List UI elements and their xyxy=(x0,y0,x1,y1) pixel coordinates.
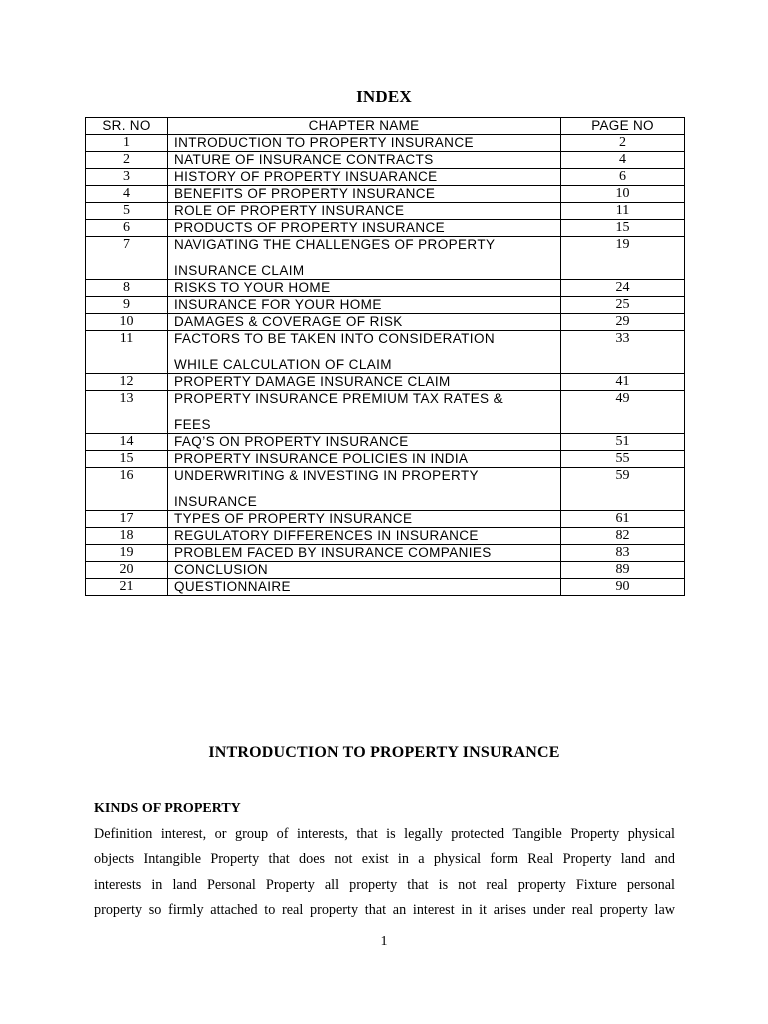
page-no-cell: 61 xyxy=(561,511,685,528)
page-no-cell: 11 xyxy=(561,203,685,220)
sr-no-cell: 5 xyxy=(86,203,168,220)
chapter-name-cell xyxy=(168,331,561,374)
chapter-name-cell xyxy=(168,562,561,579)
table-row xyxy=(86,545,685,562)
sr-no-cell: 18 xyxy=(86,528,168,545)
page-no-cell: 15 xyxy=(561,220,685,237)
table-row xyxy=(86,434,685,451)
page-no-cell: 10 xyxy=(561,186,685,203)
sr-no-cell: 16 xyxy=(86,468,168,511)
page-no-cell: 90 xyxy=(561,579,685,596)
chapter-name-cell xyxy=(168,237,561,280)
chapter-name-cell xyxy=(168,434,561,451)
table-row xyxy=(86,391,685,434)
table-header-row xyxy=(86,118,685,135)
chapter-name-cell xyxy=(168,135,561,152)
page-no-cell: 4 xyxy=(561,152,685,169)
chapter-name-line: INSURANCE xyxy=(174,494,258,509)
page-no-cell: 25 xyxy=(561,297,685,314)
table-row xyxy=(86,169,685,186)
table-row xyxy=(86,220,685,237)
chapter-name-line: CONCLUSION xyxy=(174,562,269,577)
table-row xyxy=(86,374,685,391)
table-row xyxy=(86,468,685,511)
chapter-name-line: HISTORY OF PROPERTY INSUARANCE xyxy=(174,169,438,184)
chapter-name-cell xyxy=(168,152,561,169)
table-row xyxy=(86,562,685,579)
sr-no-cell: 4 xyxy=(86,186,168,203)
page-no-cell: 29 xyxy=(561,314,685,331)
chapter-name-cell xyxy=(168,280,561,297)
chapter-name-line: INSURANCE CLAIM xyxy=(174,263,305,278)
chapter-name-line: QUESTIONNAIRE xyxy=(174,579,291,594)
sr-no-cell: 7 xyxy=(86,237,168,280)
page-no-cell: 24 xyxy=(561,280,685,297)
table-row xyxy=(86,331,685,374)
chapter-name-line: TYPES OF PROPERTY INSURANCE xyxy=(174,511,413,526)
page-no-cell: 2 xyxy=(561,135,685,152)
page-no-cell: 49 xyxy=(561,391,685,434)
chapter-name-cell xyxy=(168,528,561,545)
sr-no-cell: 1 xyxy=(86,135,168,152)
page-no-cell: 6 xyxy=(561,169,685,186)
sr-no-cell: 3 xyxy=(86,169,168,186)
chapter-name-line: ROLE OF PROPERTY INSURANCE xyxy=(174,203,405,218)
body-line: property so firmly attached to real property that an interest in it arises under real property law xyxy=(94,901,675,918)
chapter-name-cell xyxy=(168,511,561,528)
chapter-name-line: INTRODUCTION TO PROPERTY INSURANCE xyxy=(174,135,474,150)
page-no-cell: 51 xyxy=(561,434,685,451)
header-sr-no: SR. NO xyxy=(86,118,168,135)
page-no-cell: 83 xyxy=(561,545,685,562)
chapter-name-line: REGULATORY DIFFERENCES IN INSURANCE xyxy=(174,528,479,543)
table-row xyxy=(86,203,685,220)
sr-no-cell: 10 xyxy=(86,314,168,331)
body-line: objects Intangible Property that does not exist in a physical form Real Property land and xyxy=(94,851,675,868)
table-row xyxy=(86,579,685,596)
sr-no-cell: 21 xyxy=(86,579,168,596)
chapter-name-line: UNDERWRITING & INVESTING IN PROPERTY xyxy=(174,468,479,483)
chapter-name-cell xyxy=(168,545,561,562)
chapter-name-line: RISKS TO YOUR HOME xyxy=(174,280,331,295)
body-paragraph xyxy=(94,822,675,923)
page-no-cell: 19 xyxy=(561,237,685,280)
header-chapter-name: CHAPTER NAME xyxy=(168,118,561,135)
table-row xyxy=(86,135,685,152)
sr-no-cell: 8 xyxy=(86,280,168,297)
header-page-no: PAGE NO xyxy=(561,118,685,135)
sr-no-cell: 13 xyxy=(86,391,168,434)
table-row xyxy=(86,314,685,331)
chapter-name-line: NAVIGATING THE CHALLENGES OF PROPERTY xyxy=(174,237,496,252)
table-row xyxy=(86,297,685,314)
chapter-name-cell xyxy=(168,297,561,314)
sr-no-cell: 6 xyxy=(86,220,168,237)
page-no-cell: 89 xyxy=(561,562,685,579)
chapter-name-line: DAMAGES & COVERAGE OF RISK xyxy=(174,314,403,329)
chapter-name-cell xyxy=(168,451,561,468)
sr-no-cell: 20 xyxy=(86,562,168,579)
chapter-name-line: INSURANCE FOR YOUR HOME xyxy=(174,297,382,312)
table-row xyxy=(86,186,685,203)
page-no-cell: 59 xyxy=(561,468,685,511)
index-table-body xyxy=(86,135,685,596)
chapter-name-line: BENEFITS OF PROPERTY INSURANCE xyxy=(174,186,436,201)
chapter-name-cell xyxy=(168,468,561,511)
chapter-name-cell xyxy=(168,220,561,237)
sr-no-cell: 15 xyxy=(86,451,168,468)
index-table xyxy=(85,117,685,596)
chapter-name-cell xyxy=(168,203,561,220)
sr-no-cell: 14 xyxy=(86,434,168,451)
section-title: INTRODUCTION TO PROPERTY INSURANCE xyxy=(208,744,560,761)
sr-no-cell: 12 xyxy=(86,374,168,391)
body-line: interests in land Personal Property all property that is not real property Fixture personal xyxy=(94,876,675,893)
chapter-name-cell xyxy=(168,169,561,186)
chapter-name-line: PROPERTY INSURANCE POLICIES IN INDIA xyxy=(174,451,469,466)
chapter-name-cell xyxy=(168,391,561,434)
sr-no-cell: 17 xyxy=(86,511,168,528)
chapter-name-line: WHILE CALCULATION OF CLAIM xyxy=(174,357,392,372)
chapter-name-cell xyxy=(168,186,561,203)
table-row xyxy=(86,280,685,297)
index-title: INDEX xyxy=(356,87,412,106)
table-row xyxy=(86,511,685,528)
page-no-cell: 33 xyxy=(561,331,685,374)
table-row xyxy=(86,528,685,545)
table-row xyxy=(86,152,685,169)
sr-no-cell: 19 xyxy=(86,545,168,562)
sr-no-cell: 2 xyxy=(86,152,168,169)
sr-no-cell: 9 xyxy=(86,297,168,314)
page-no-cell: 82 xyxy=(561,528,685,545)
chapter-name-line: PRODUCTS OF PROPERTY INSURANCE xyxy=(174,220,446,235)
sr-no-cell: 11 xyxy=(86,331,168,374)
chapter-name-cell xyxy=(168,314,561,331)
page-no-cell: 41 xyxy=(561,374,685,391)
chapter-name-line: FEES xyxy=(174,417,211,432)
chapter-name-line: FAQ’S ON PROPERTY INSURANCE xyxy=(174,434,409,449)
chapter-name-line: PROPERTY INSURANCE PREMIUM TAX RATES & xyxy=(174,391,504,406)
chapter-name-line: PROPERTY DAMAGE INSURANCE CLAIM xyxy=(174,374,451,389)
body-line: Definition interest, or group of interests, that is legally protected Tangible Property physical xyxy=(94,826,675,842)
table-row xyxy=(86,237,685,280)
chapter-name-cell xyxy=(168,374,561,391)
chapter-name-line: NATURE OF INSURANCE CONTRACTS xyxy=(174,152,434,167)
page-number: 1 xyxy=(380,934,388,949)
chapter-name-line: PROBLEM FACED BY INSURANCE COMPANIES xyxy=(174,545,492,560)
table-row xyxy=(86,451,685,468)
chapter-name-line: FACTORS TO BE TAKEN INTO CONSIDERATION xyxy=(174,331,496,346)
kinds-heading: KINDS OF PROPERTY xyxy=(94,801,241,816)
chapter-name-cell xyxy=(168,579,561,596)
page-no-cell: 55 xyxy=(561,451,685,468)
